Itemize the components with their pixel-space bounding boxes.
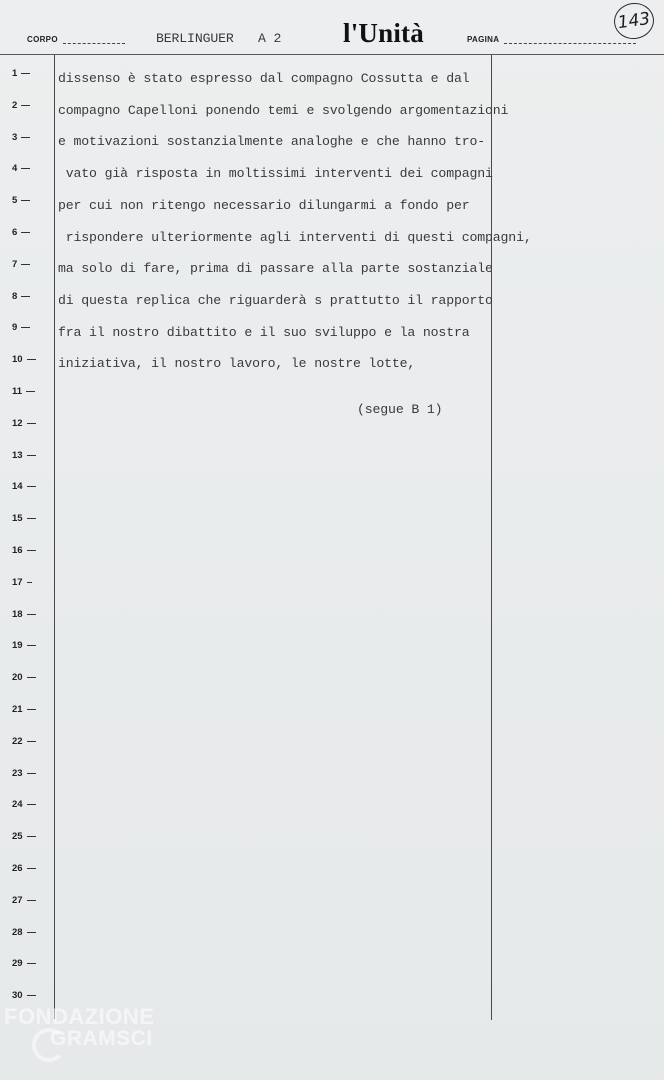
line-number-dash: [26, 391, 35, 392]
page-number-circled: 143: [612, 0, 657, 41]
line-number: 15: [12, 513, 56, 524]
section-code: A 2: [258, 31, 282, 46]
line-number-dash: [27, 518, 36, 519]
corpo-label: CORPO: [27, 35, 58, 44]
line-number: 6: [12, 227, 56, 238]
line-number-dash: [27, 900, 36, 901]
line-number: 8: [12, 291, 56, 302]
line-number-dash: [27, 455, 36, 456]
line-number: 23: [12, 768, 56, 779]
line-number: 4: [12, 163, 56, 174]
typed-line: di questa replica che riguarderà s prattutto il rapporto: [58, 292, 493, 308]
line-number-dash: [27, 359, 36, 360]
continuation-note: (segue B 1): [357, 402, 443, 417]
line-number: 24: [12, 799, 56, 810]
line-number: 20: [12, 672, 56, 683]
newspaper-logo: l'Unità: [343, 18, 424, 48]
line-number-dash: [27, 741, 36, 742]
typed-line: compagno Capelloni ponendo temi e svolgendo argomentazioni: [58, 102, 509, 118]
pagina-label: PAGINA: [467, 35, 500, 44]
line-number-dash: [21, 327, 30, 328]
header-rule: [0, 54, 664, 55]
line-number: 29: [12, 958, 56, 969]
line-number-dash: [27, 868, 36, 869]
line-number: 9: [12, 322, 56, 333]
line-number: 7: [12, 259, 56, 270]
line-number-dash: [21, 296, 30, 297]
line-number: 5: [12, 195, 56, 206]
line-number: 14: [12, 481, 56, 492]
line-number-dash: [27, 550, 36, 551]
typed-line: e motivazioni sostanzialmente analoghe e che hanno tro-: [58, 134, 486, 150]
typed-line: per cui non ritengo necessario dilungarmi a fondo per: [58, 197, 470, 213]
line-number-dash: [27, 963, 36, 964]
line-number: 25: [12, 831, 56, 842]
line-number-dash: [27, 645, 36, 646]
line-number-dash: [21, 232, 30, 233]
line-number: 22: [12, 736, 56, 747]
line-number: 21: [12, 704, 56, 715]
line-number-dash: [21, 105, 30, 106]
line-number: 10: [12, 354, 56, 365]
line-number: 26: [12, 863, 56, 874]
line-number-dash: [21, 73, 30, 74]
line-number-dash: [27, 582, 32, 583]
typed-line: fra il nostro dibattito e il suo sviluppo e la nostra: [58, 324, 470, 340]
line-number: 19: [12, 640, 56, 651]
line-number: 11: [12, 386, 56, 397]
line-number-dash: [21, 264, 30, 265]
watermark-g-icon: [32, 1028, 66, 1062]
line-number: 18: [12, 609, 56, 620]
line-number-dash: [27, 614, 36, 615]
line-number: 16: [12, 545, 56, 556]
line-number-dash: [21, 168, 30, 169]
line-number-dash: [27, 423, 36, 424]
corpo-field-line: [63, 43, 125, 44]
typed-line: iniziativa, il nostro lavoro, le nostre lotte,: [58, 356, 416, 372]
line-number-dash: [27, 836, 36, 837]
line-number-dash: [27, 677, 36, 678]
line-number: 3: [12, 132, 56, 143]
line-number: 28: [12, 927, 56, 938]
line-number-dash: [21, 200, 30, 201]
typed-line: rispondere ulteriormente agli interventi di questi compagni,: [58, 229, 532, 245]
watermark-line-2: GRAMSCI: [50, 1027, 153, 1050]
archive-watermark: [4, 1006, 154, 1050]
line-number-dash: [27, 486, 36, 487]
line-number-dash: [27, 773, 36, 774]
line-number-dash: [27, 709, 36, 710]
line-number-dash: [27, 932, 36, 933]
typed-line: vato già risposta in moltissimi interventi dei compagni: [58, 166, 493, 182]
line-number: 2: [12, 100, 56, 111]
typed-line: dissenso è stato espresso dal compagno Cossutta e dal: [58, 71, 470, 86]
line-number-dash: [27, 804, 36, 805]
line-number-dash: [27, 995, 36, 996]
line-number: 30: [12, 990, 56, 1001]
line-number: 1: [12, 68, 56, 79]
typed-line: ma solo di fare, prima di passare alla parte sostanziale: [58, 261, 493, 277]
watermark-line-1: FONDAZIONE: [4, 1004, 155, 1029]
line-number: 27: [12, 895, 56, 906]
line-number: 13: [12, 450, 56, 461]
line-number: 17: [12, 577, 56, 588]
pagina-field-line: [504, 43, 636, 44]
author-name: BERLINGUER: [156, 31, 234, 46]
line-number: 12: [12, 418, 56, 429]
line-number-dash: [21, 137, 30, 138]
